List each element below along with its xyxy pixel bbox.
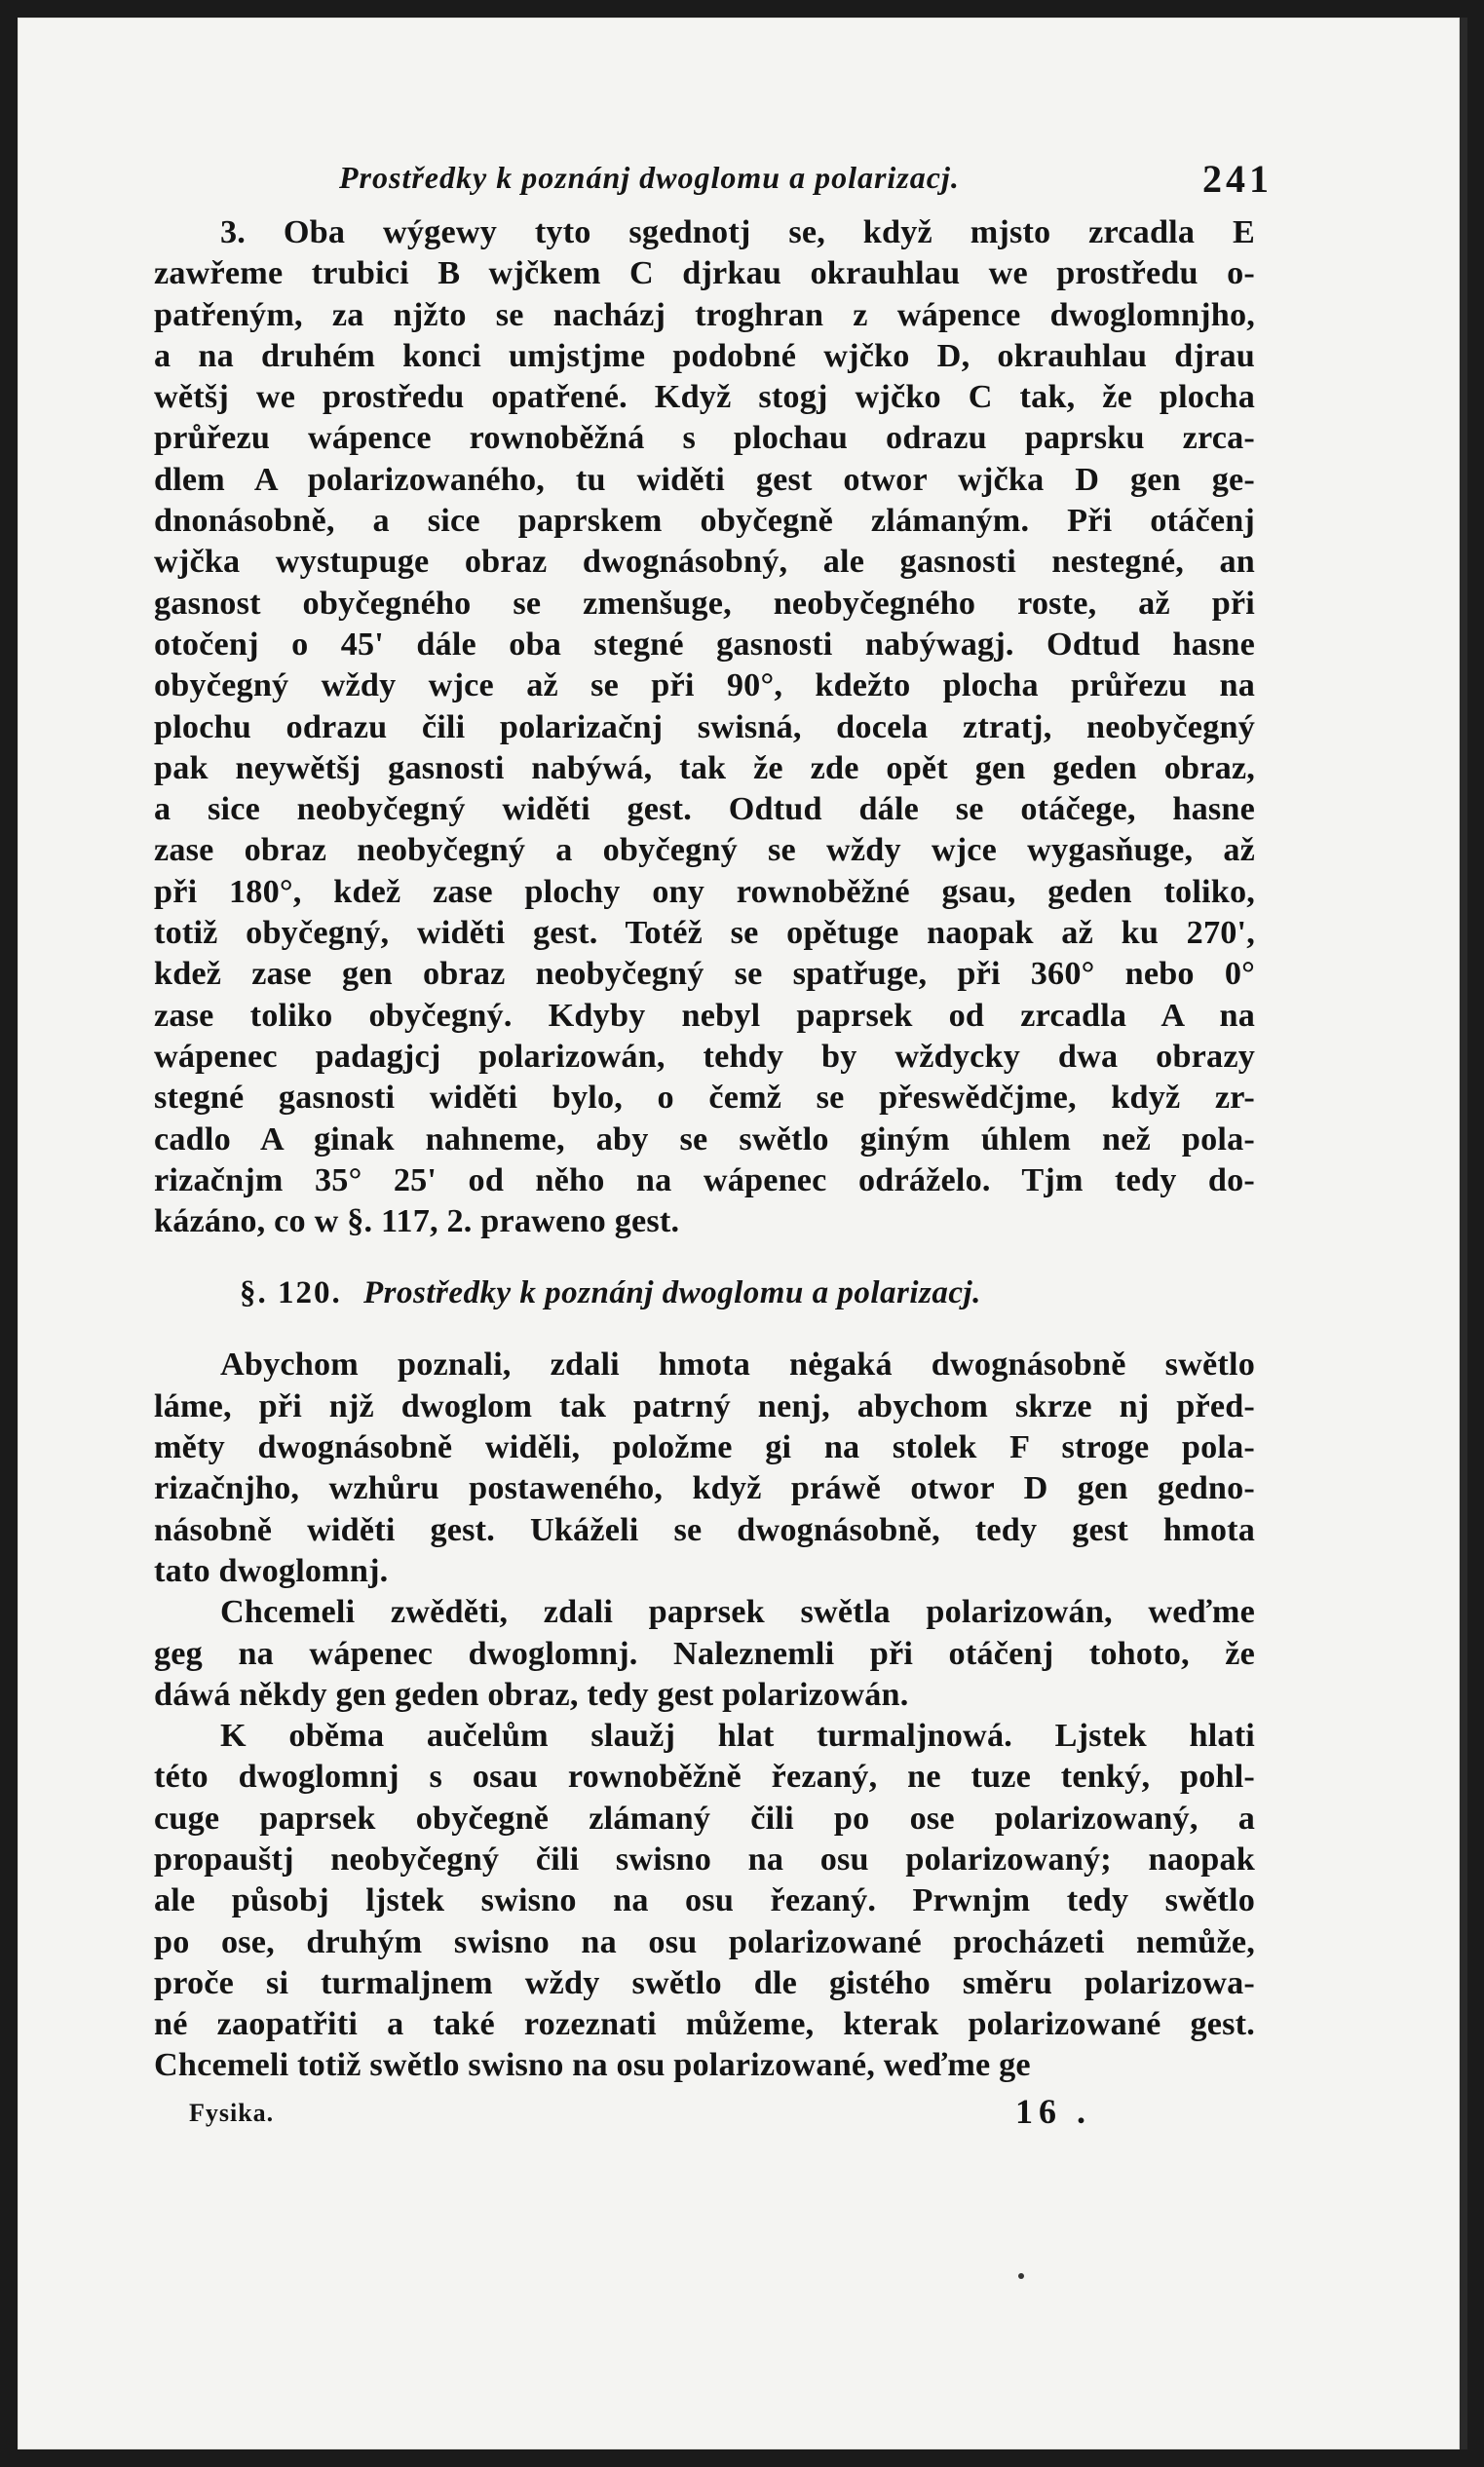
text-line: po ose, druhým swisno na osu polarizowané procházeti nemůže, xyxy=(154,1923,1255,1960)
text-line: kdež zase gen obraz neobyčegný se spatřuge, při 360° nebo 0° xyxy=(154,956,1255,993)
paragraph xyxy=(154,1345,1255,1592)
text-line: ale působj ljstek swisno na osu řezaný. Prwnjm tedy swětlo xyxy=(154,1882,1255,1919)
section-title: Prostředky k poznánj dwoglomu a polarizacj. xyxy=(363,1275,981,1311)
text-line: K oběma aučelům slaužj hlat turmaljnowá. Ljstek hlati xyxy=(220,1718,1255,1755)
text-line: při 180°, kdež zase plochy ony rownoběžné gsau, geden toliko, xyxy=(154,873,1255,910)
signature-label: Fysika. xyxy=(189,2098,275,2127)
signature-number: 16 . xyxy=(1015,2091,1091,2131)
page-content xyxy=(154,156,1273,2140)
text-line: patřeným, za njžto se nacházj troghran z wápence dwoglomnjho, xyxy=(154,296,1255,333)
text-line: a na druhém konci umjstjme podobné wjčko D, okrauhlau djrau xyxy=(154,337,1255,374)
text-line: rizačnjho, wzhůru postaweného, když práwě otwor D gen gedno- xyxy=(154,1470,1255,1507)
page-number: 241 xyxy=(1202,157,1273,201)
text-line: láme, při njž dwoglom tak patrný nenj, abychom skrze nj před- xyxy=(154,1387,1255,1424)
text-line: průřezu wápence rownoběžná s plochau odrazu paprsku zrca- xyxy=(154,420,1255,457)
text-line: a sice neobyčegný widěti gest. Odtud dále se otáčege, hasne xyxy=(154,791,1255,828)
ink-speck xyxy=(1018,2273,1024,2279)
text-line: násobně widěti gest. Ukáželi se dwognásobně, tedy gest hmota xyxy=(154,1511,1255,1548)
text-line: otočenj o 45' dále oba stegné gasnosti nabýwagj. Odtud hasne xyxy=(154,626,1255,663)
text-line: gasnost obyčegného se zmenšuge, neobyčegného roste, až při xyxy=(154,585,1255,622)
text-line: zase obraz neobyčegný a obyčegný se wždy wjce wygasňuge, až xyxy=(154,832,1255,869)
text-line: Chcemeli totiž swětlo swisno na osu polarizowané, weďme ge xyxy=(154,2047,1031,2084)
paragraph xyxy=(154,212,1255,1242)
paragraph xyxy=(154,1592,1255,1716)
running-head xyxy=(154,156,1273,212)
text-line: stegné gasnosti widěti bylo, o čemž se přeswědčjme, když zr- xyxy=(154,1080,1255,1117)
section-heading xyxy=(240,1275,1255,1311)
text-line: rizačnjm 35° 25' od něho na wápenec odráželo. Tjm tedy do- xyxy=(154,1161,1255,1198)
text-line: měty dwognásobně widěli, položme gi na stolek F stroge pola- xyxy=(154,1429,1255,1466)
paragraphs-before-section xyxy=(154,212,1255,1242)
text-line: cadlo A ginak nahneme, aby se swětlo giným úhlem než pola- xyxy=(154,1120,1255,1158)
text-line: Chcemeli zwěděti, zdali paprsek swětla polarizowán, weďme xyxy=(220,1594,1255,1631)
text-line: wjčka wystupuge obraz dwognásobný, ale gasnosti nestegné, an xyxy=(154,544,1255,581)
text-line: tato dwoglomnj. xyxy=(154,1552,389,1589)
page-edge xyxy=(1460,18,1467,2449)
text-line: wětšj we prostředu opatřené. Když stogj wjčko C tak, že plocha xyxy=(154,379,1255,416)
text-line: obyčegný wždy wjce až se při 90°, kdežto plocha průřezu na xyxy=(154,667,1255,704)
text-line: zase toliko obyčegný. Kdyby nebyl paprsek od zrcadla A na xyxy=(154,997,1255,1034)
text-line: proče si turmaljnem wždy swětlo dle gistého směru polarizowa- xyxy=(154,1964,1255,2001)
text-line: cuge paprsek obyčegně zlámaný čili po ose polarizowaný, a xyxy=(154,1800,1255,1837)
text-line: propauštj neobyčegný čili swisno na osu polarizowaný; naopak xyxy=(154,1841,1255,1878)
page-footer xyxy=(154,2091,1255,2140)
text-line: geg na wápenec dwoglomnj. Naleznemli při otáčenj tohoto, že xyxy=(154,1635,1255,1672)
text-line: plochu odrazu čili polarizačnj swisná, docela ztratj, neobyčegný xyxy=(154,708,1255,745)
text-line: pak neywětšj gasnosti nabýwá, tak že zde opět gen geden obraz, xyxy=(154,749,1255,786)
text-line: né zaopatřiti a také rozeznati můžeme, kterak polarizowané gest. xyxy=(154,2006,1255,2043)
running-head-title: Prostředky k poznánj dwoglomu a polarizacj. xyxy=(339,160,960,195)
text-line: této dwoglomnj s osau rownoběžně řezaný, ne tuze tenký, pohl- xyxy=(154,1759,1255,1796)
paragraph xyxy=(154,1716,1255,2087)
paragraphs-after-section xyxy=(154,1345,1255,2086)
text-line: dáwá někdy gen geden obraz, tedy gest polarizowán. xyxy=(154,1676,909,1713)
text-line: zawřeme trubici B wjčkem C djrkau okrauhlau we prostředu o- xyxy=(154,255,1255,292)
text-line: totiž obyčegný, widěti gest. Totéž se opětuge naopak až ku 270', xyxy=(154,915,1255,952)
text-line: dlem A polarizowaného, tu widěti gest otwor wjčka D gen ge- xyxy=(154,461,1255,498)
text-line: dnonásobně, a sice paprskem obyčegně zlámaným. Při otáčenj xyxy=(154,503,1255,540)
text-line: Abychom poznali, zdali hmota nėgaká dwognásobně swětlo xyxy=(220,1347,1255,1384)
text-line: kázáno, co w §. 117, 2. praweno gest. xyxy=(154,1203,680,1240)
text-line: 3. Oba wýgewy tyto sgednotj se, když mjsto zrcadla E xyxy=(220,214,1255,250)
text-line: wápenec padagjcj polarizowán, tehdy by wždycky dwa obrazy xyxy=(154,1038,1255,1075)
section-number: §. 120. xyxy=(240,1275,342,1311)
